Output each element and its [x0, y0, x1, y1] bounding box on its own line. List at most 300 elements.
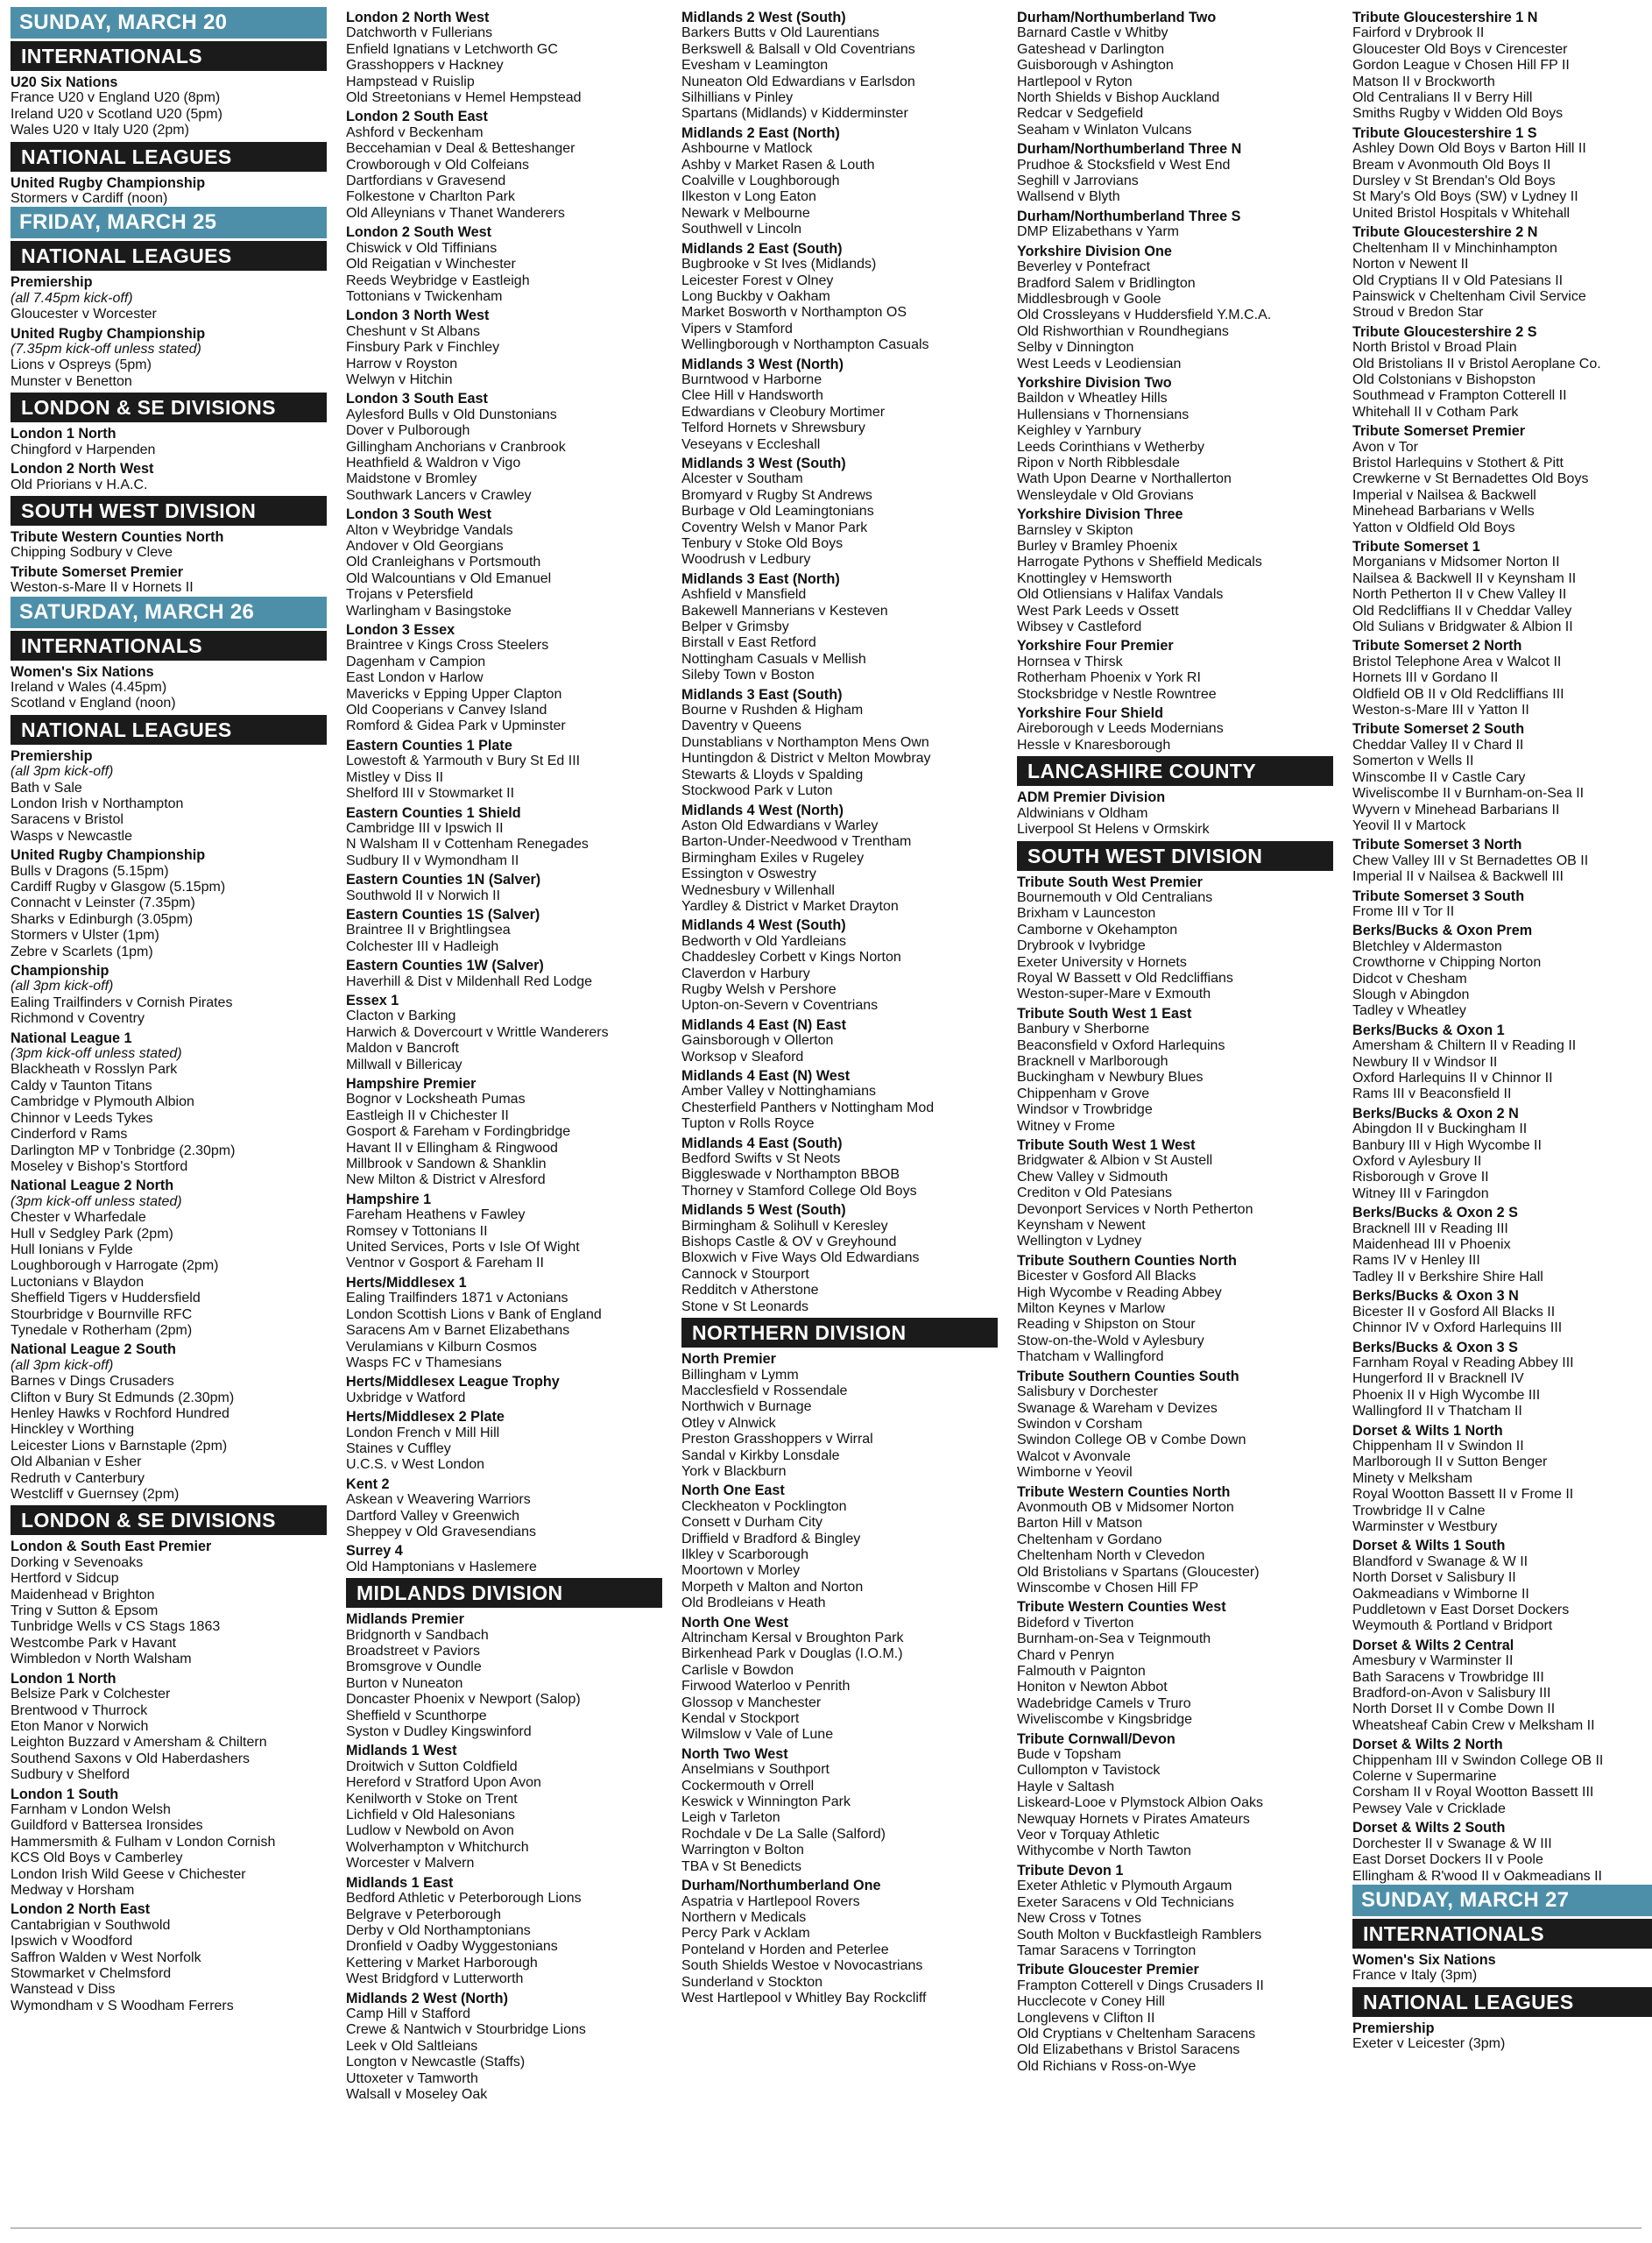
fixture: Lions v Ospreys (5pm) [11, 357, 152, 373]
fixture: Oldfield OB II v Old Redcliffians III [1352, 686, 1564, 702]
fixture: Imperial II v Nailsea & Backwell III [1352, 869, 1564, 885]
fixture: Bath Saracens v Trowbridge III [1352, 1669, 1544, 1685]
fixture: Old Crossleyans v Huddersfield Y.M.C.A. [1017, 308, 1272, 323]
fixture: North Petherton II v Chew Valley II [1352, 587, 1567, 603]
fixture: Banbury v Sherborne [1017, 1022, 1150, 1037]
date-heading: SATURDAY, MARCH 26 [11, 597, 327, 628]
fixture: Birstall v East Retford [681, 635, 816, 651]
fixture: Chingford v Harpenden [11, 442, 156, 457]
fixture: Old Cooperians v Canvey Island [346, 703, 547, 718]
fixture: Bletchley v Aldermaston [1352, 938, 1502, 954]
fixture: Crowthorne v Chipping Norton [1352, 955, 1542, 971]
fixture: Nailsea & Backwell II v Keynsham II [1352, 570, 1577, 586]
fixture: Bradford Salem v Bridlington [1017, 275, 1196, 291]
fixture: West Hartlepool v Whitley Bay Rockcliff [681, 1990, 927, 2006]
fixture: Leighton Buzzard v Amersham & Chiltern [11, 1735, 267, 1751]
fixture: Keynsham v Newent [1017, 1218, 1146, 1234]
fixture: Brentwood v Thurrock [11, 1702, 148, 1718]
fixture: Enfield Ignatians v Letchworth GC [346, 41, 558, 57]
fixture: Whitehall II v Cotham Park [1352, 404, 1519, 420]
fixture: Reading v Shipston on Stour [1017, 1317, 1196, 1333]
fixture: Stone v St Leonards [681, 1298, 808, 1314]
fixture: Derby v Old Northamptonians [346, 1922, 531, 1938]
fixture: Wanstead v Diss [11, 1982, 116, 1998]
fixture: Maidenhead III v Phoenix [1352, 1237, 1511, 1253]
fixture: Spartans (Midlands) v Kidderminster [681, 106, 908, 122]
fixture: Corsham II v Royal Wootton Bassett III [1352, 1785, 1594, 1801]
fixture: Belgrave v Peterborough [346, 1907, 501, 1922]
fixture: Crewkerne v St Bernadettes Old Boys [1352, 471, 1589, 487]
league-title: U20 Six Nations [11, 74, 118, 90]
fixture: Southmead v Frampton Cotterell II [1352, 388, 1567, 404]
fixture: Beccehamian v Deal & Betteshanger [346, 141, 575, 157]
fixture: Ripon v North Ribblesdale [1017, 455, 1180, 471]
fixture: Saracens Am v Barnet Elizabethans [346, 1323, 570, 1339]
fixture: Royal Wootton Bassett II v Frome II [1352, 1487, 1574, 1503]
fixture: Leek v Old Saltleians [346, 2038, 478, 2054]
fixture: Wymondham v S Woodham Ferrers [11, 1998, 234, 2013]
league-title: National League 2 South [11, 1341, 176, 1358]
fixture: Firwood Waterloo v Penrith [681, 1679, 851, 1695]
fixture: Chippenham v Grove [1017, 1086, 1150, 1101]
league-title: Tribute South West 1 West [1017, 1137, 1196, 1153]
fixture: N Walsham II v Cottenham Renegades [346, 837, 589, 853]
fixture: East Dorset Dockers II v Poole [1352, 1852, 1543, 1868]
fixture: Syston v Dudley Kingswinford [346, 1724, 532, 1740]
fixture: Stroud v Bredon Star [1352, 305, 1484, 321]
league-title: Tribute Western Counties North [1017, 1483, 1231, 1500]
fixture: Bradford-on-Avon v Salisbury III [1352, 1686, 1551, 1702]
fixture: Sharks v Edinburgh (3.05pm) [11, 911, 194, 927]
fixture: Vipers v Stamford [681, 321, 793, 336]
fixture: Fairford v Drybrook II [1352, 25, 1485, 41]
league-title: Midlands 4 West (South) [681, 917, 846, 934]
fixture: Telford Hornets v Shrewsbury [681, 421, 865, 436]
fixture: Mavericks v Epping Upper Clapton [346, 686, 562, 702]
fixture: Loughborough v Harrogate (2pm) [11, 1258, 219, 1274]
fixture: Stewarts & Lloyds v Spalding [681, 767, 864, 782]
fixture: TBA v St Benedicts [681, 1858, 801, 1874]
fixture: Staines v Cuffley [346, 1440, 451, 1456]
fixture: Stowmarket v Chelmsford [11, 1966, 172, 1981]
fixture: Baildon v Wheatley Hills [1017, 391, 1168, 407]
fixture: Bournemouth v Old Centralians [1017, 889, 1213, 905]
fixture: Brixham v Launceston [1017, 906, 1156, 922]
league-title: Durham/Northumberland One [681, 1878, 881, 1894]
fixture: Wimborne v Yeovil [1017, 1465, 1133, 1481]
league-title: North One East [681, 1482, 785, 1499]
fixture: Wellingborough v Northampton Casuals [681, 337, 929, 353]
league-title: Midlands Premier [346, 1611, 464, 1628]
fixture: Devonport Services v North Petherton [1017, 1201, 1253, 1217]
fixture: Old Otliensians v Halifax Vandals [1017, 587, 1224, 603]
fixture: Cinderford v Rams [11, 1127, 128, 1143]
league-title: Midlands 2 East (South) [681, 240, 843, 257]
fixture: Keswick v Winnington Park [681, 1794, 851, 1810]
fixture: Barkers Butts v Old Laurentians [681, 25, 879, 41]
league-title: Berks/Bucks & Oxon 3 N [1352, 1288, 1519, 1305]
fixture: Oxford Harlequins II v Chinnor II [1352, 1071, 1553, 1086]
fixture: Hullensians v Thornensians [1017, 407, 1190, 422]
league-title: Midlands 5 West (South) [681, 1202, 846, 1219]
fixture: Doncaster Phoenix v Newport (Salop) [346, 1692, 581, 1708]
date-heading: FRIDAY, MARCH 25 [11, 207, 327, 238]
fixture: Newark v Melbourne [681, 205, 810, 221]
fixture: Weston-s-Mare II v Hornets II [11, 580, 194, 596]
fixture: Chippenham II v Swindon II [1352, 1438, 1524, 1454]
kickoff-note: (all 3pm kick-off) [11, 764, 114, 780]
league-title: Tribute Somerset Premier [11, 563, 184, 580]
league-title: Tribute Cornwall/Devon [1017, 1730, 1175, 1747]
fixture: Kettering v Market Harborough [346, 1955, 538, 1971]
league-title: Women's Six Nations [1352, 1951, 1496, 1968]
fixture: Redruth v Canterbury [11, 1470, 145, 1486]
fixture: Tamar Saracens v Torrington [1017, 1942, 1197, 1958]
fixture: Henley Hawks v Rochford Hundred [11, 1406, 229, 1421]
league-title: North Premier [681, 1351, 776, 1368]
division-heading: INTERNATIONALS [11, 631, 327, 661]
fixture: Somerton v Wells II [1352, 754, 1474, 769]
league-title: Tribute South West 1 East [1017, 1005, 1192, 1022]
fixture: Dursley v St Brendan's Old Boys [1352, 173, 1556, 189]
league-title: Women's Six Nations [11, 663, 154, 680]
division-heading: NATIONAL LEAGUES [1352, 1987, 1652, 2017]
fixture: Cardiff Rugby v Glasgow (5.15pm) [11, 880, 226, 895]
fixture: Andover v Old Georgians [346, 539, 504, 554]
fixture: Harrogate Pythons v Sheffield Medicals [1017, 555, 1262, 570]
fixture: Aspatria v Hartlepool Rovers [681, 1893, 860, 1909]
league-title: Dorset & Wilts 2 North [1352, 1737, 1503, 1753]
league-title: Durham/Northumberland Three S [1017, 208, 1241, 224]
fixture: Withycombe v North Tawton [1017, 1843, 1191, 1859]
fixture: Thatcham v Wallingford [1017, 1349, 1164, 1365]
league-title: London 2 South West [346, 224, 492, 241]
fixture: Newbury II v Windsor II [1352, 1054, 1498, 1070]
league-title: North One West [681, 1614, 789, 1631]
fixture: Bedworth v Old Yardleians [681, 933, 846, 949]
fixture: Bideford v Tiverton [1017, 1615, 1134, 1631]
fixture: Northern v Medicals [681, 1909, 807, 1925]
fixture: Exeter v Leicester (3pm) [1352, 2036, 1506, 2052]
fixture: Chipping Sodbury v Cleve [11, 545, 173, 561]
fixture: Glossop v Manchester [681, 1695, 822, 1710]
fixture: Cambridge v Plymouth Albion [11, 1094, 194, 1110]
fixture: London Irish v Northampton [11, 796, 184, 811]
fixture: Tynedale v Rotherham (2pm) [11, 1322, 193, 1338]
league-title: Midlands 3 West (North) [681, 356, 844, 372]
fixture: Driffield v Bradford & Bingley [681, 1531, 861, 1546]
fixture: Hornsea v Thirsk [1017, 654, 1123, 669]
fixture: Bromsgrove v Oundle [346, 1659, 482, 1675]
league-title: Midlands 4 West (North) [681, 802, 844, 818]
fixture: Cantabrigian v Southwold [11, 1917, 171, 1933]
fixture: Birkenhead Park v Douglas (I.O.M.) [681, 1646, 903, 1662]
fixture: Keighley v Yarnbury [1017, 423, 1141, 439]
league-title: Berks/Bucks & Oxon Prem [1352, 923, 1533, 939]
fixture: Wyvern v Minehead Barbarians II [1352, 802, 1560, 817]
fixture: Longlevens v Clifton II [1017, 2010, 1155, 2026]
league-title: London 3 South East [346, 391, 488, 407]
fixture: Rams III v Beaconsfield II [1352, 1086, 1512, 1102]
fixture: Chaddesley Corbett v Kings Norton [681, 950, 901, 966]
fixture: Colerne v Supermarine [1352, 1769, 1497, 1785]
fixture: Cockermouth v Orrell [681, 1778, 815, 1794]
fixture: Luctonians v Blaydon [11, 1274, 145, 1290]
fixture: Old Colstonians v Bishopston [1352, 371, 1536, 387]
fixture: Caldy v Taunton Titans [11, 1078, 152, 1093]
league-title: Tribute Somerset 2 North [1352, 638, 1522, 655]
fixture: Barton-Under-Needwood v Trentham [681, 834, 912, 850]
fixture: Anselmians v Southport [681, 1762, 830, 1778]
kickoff-note: (all 7.45pm kick-off) [11, 290, 133, 306]
fixtures-column-1 [11, 7, 327, 2014]
fixture: Ipswich v Woodford [11, 1934, 133, 1949]
fixture: Essington v Oswestry [681, 867, 816, 882]
fixture: Bicester II v Gosford All Blacks II [1352, 1304, 1556, 1320]
fixture: Bude v Topsham [1017, 1747, 1121, 1763]
fixture: Weymouth & Portland v Bridport [1352, 1618, 1553, 1634]
division-heading: NATIONAL LEAGUES [11, 715, 327, 745]
fixture: Veor v Torquay Athletic [1017, 1828, 1160, 1843]
fixture: Old Rishworthian v Roundhegians [1017, 323, 1229, 339]
fixture: Bridgwater & Albion v St Austell [1017, 1153, 1213, 1169]
league-title: Eastern Counties 1N (Salver) [346, 872, 541, 888]
fixture: Mistley v Diss II [346, 769, 444, 785]
fixture: Droitwich v Sutton Coldfield [346, 1758, 518, 1774]
fixture: Gloucester v Worcester [11, 307, 157, 322]
fixture: Dorchester II v Swanage & W III [1352, 1836, 1552, 1851]
fixture: New Cross v Totnes [1017, 1911, 1141, 1927]
fixture: Witney III v Faringdon [1352, 1185, 1489, 1201]
fixture: Old Cryptians II v Old Patesians II [1352, 272, 1564, 288]
fixture: Old Redcliffians II v Cheddar Valley [1352, 603, 1572, 619]
fixture: Burley v Bramley Phoenix [1017, 539, 1178, 554]
fixture: Old Cranleighans v Portsmouth [346, 555, 541, 570]
fixture: Cheltenham v Gordano [1017, 1532, 1162, 1547]
fixture: Eastleigh II v Chichester II [346, 1107, 509, 1123]
league-title: London 1 South [11, 1786, 119, 1802]
fixture: Morpeth v Malton and Norton [681, 1579, 864, 1595]
league-title: Tribute Gloucestershire 2 N [1352, 224, 1538, 241]
league-title: Herts/Middlesex League Trophy [346, 1374, 560, 1390]
fixture: Puddletown v East Dorset Dockers [1352, 1603, 1570, 1617]
league-title: Yorkshire Four Premier [1017, 638, 1174, 655]
fixture: Swindon v Corsham [1017, 1416, 1143, 1432]
fixture: Worksop v Sleaford [681, 1049, 804, 1065]
fixture: Askean v Weavering Warriors [346, 1492, 531, 1508]
fixture: Aston Old Edwardians v Warley [681, 817, 879, 833]
division-heading: LONDON & SE DIVISIONS [11, 393, 327, 422]
fixture: Hampstead v Ruislip [346, 74, 475, 89]
fixture: London French v Mill Hill [346, 1425, 500, 1440]
league-title: United Rugby Championship [11, 847, 206, 864]
fixture: France U20 v England U20 (8pm) [11, 90, 221, 106]
fixture: Millwall v Billericay [346, 1057, 462, 1072]
fixture: London Scottish Lions v Bank of England [346, 1306, 602, 1322]
fixture: Medway v Horsham [11, 1882, 135, 1898]
fixture: Ireland v Wales (4.45pm) [11, 679, 167, 695]
league-title: London 3 South West [346, 506, 492, 523]
fixture: Moseley v Bishop's Stortford [11, 1158, 188, 1174]
league-title: Dorset & Wilts 1 North [1352, 1422, 1503, 1439]
fixture: Gillingham Anchorians v Cranbrook [346, 439, 566, 455]
league-title: London & South East Premier [11, 1539, 212, 1555]
fixture: Dover v Pulborough [346, 423, 470, 439]
fixture: Wilmslow v Vale of Lune [681, 1727, 834, 1743]
fixture: Weston-s-Mare III v Yatton II [1352, 703, 1529, 718]
fixture: Saffron Walden v West Norfolk [11, 1949, 201, 1965]
fixture: Crowborough v Old Colfeians [346, 157, 529, 173]
fixture: High Wycombe v Reading Abbey [1017, 1284, 1222, 1300]
fixture: Lichfield v Old Halesonians [346, 1808, 515, 1823]
fixture: Redcar v Sedgefield [1017, 106, 1144, 122]
fixture: Gloucester Old Boys v Cirencester [1352, 41, 1568, 57]
fixture: Farnham Royal v Reading Abbey III [1352, 1355, 1574, 1370]
fixture: Billingham v Lymm [681, 1367, 799, 1383]
fixture: London Irish Wild Geese v Chichester [11, 1866, 246, 1882]
fixture: France v Italy (3pm) [1352, 1968, 1478, 1984]
fixture: Bicester v Gosford All Blacks [1017, 1269, 1197, 1284]
league-title: Tribute Somerset 2 South [1352, 721, 1525, 738]
league-title: Premiership [11, 274, 93, 291]
fixture: Maldon v Bancroft [346, 1041, 459, 1057]
fixture: Wallsend v Blyth [1017, 189, 1120, 205]
date-heading: SUNDAY, MARCH 20 [11, 7, 327, 39]
division-heading: NORTHERN DIVISION [681, 1318, 998, 1348]
league-title: Yorkshire Division Two [1017, 374, 1172, 391]
league-title: Premiership [1352, 2020, 1435, 2036]
fixture: Westcombe Park v Havant [11, 1635, 177, 1651]
league-title: Tribute Gloucestershire 2 S [1352, 323, 1537, 340]
fixture: Wales U20 v Italy U20 (2pm) [11, 123, 189, 138]
fixture: Coventry Welsh v Manor Park [681, 520, 868, 535]
fixture: Chippenham III v Swindon College OB II [1352, 1752, 1604, 1768]
fixture: Warminster v Westbury [1352, 1518, 1498, 1534]
fixture: Wath Upon Dearne v Northallerton [1017, 471, 1232, 487]
fixture: Trojans v Petersfield [346, 587, 474, 603]
fixture: Wallingford II v Thatcham II [1352, 1404, 1522, 1419]
league-title: Midlands 1 West [346, 1743, 457, 1759]
fixtures-column-2 [346, 7, 662, 2103]
league-title: United Rugby Championship [11, 174, 206, 191]
fixture: Old Bristolians v Spartans (Gloucester) [1017, 1564, 1260, 1580]
league-title: Eastern Counties 1S (Salver) [346, 906, 540, 923]
fixture: Blackheath v Rosslyn Park [11, 1062, 178, 1078]
fixture: Hull Ionians v Fylde [11, 1242, 133, 1257]
league-title: Dorset & Wilts 2 Central [1352, 1637, 1514, 1653]
fixture: Liskeard-Looe v Plymstock Albion Oaks [1017, 1795, 1264, 1811]
fixture: Nottingham Casuals v Mellish [681, 651, 866, 667]
fixture: Sheffield v Scunthorpe [346, 1708, 487, 1723]
kickoff-note: (3pm kick-off unless stated) [11, 1193, 182, 1209]
fixture: Hucclecote v Coney Hill [1017, 1994, 1165, 2010]
fixture: Cheltenham II v Minchinhampton [1352, 240, 1557, 256]
fixture: Leigh v Tarleton [681, 1810, 780, 1826]
league-title: Tribute Gloucester Premier [1017, 1962, 1199, 1978]
fixture: North Dorset v Salisbury II [1352, 1570, 1516, 1586]
league-title: London 2 South East [346, 109, 488, 125]
fixture: Stormers v Cardiff (noon) [11, 191, 168, 207]
fixture: Richmond v Coventry [11, 1011, 145, 1027]
fixture: Imperial v Nailsea & Backwell [1352, 487, 1536, 503]
date-heading: SUNDAY, MARCH 27 [1352, 1885, 1652, 1916]
division-heading: LANCASHIRE COUNTY [1017, 756, 1333, 786]
fixture: Swindon College OB v Combe Down [1017, 1433, 1246, 1448]
fixture: Hammersmith & Fulham v London Cornish [11, 1834, 276, 1850]
league-title: Tribute Southern Counties North [1017, 1252, 1237, 1269]
fixture: New Milton & District v Alresford [346, 1172, 546, 1188]
fixture: Bromyard v Rugby St Andrews [681, 487, 872, 503]
division-heading: SOUTH WEST DIVISION [11, 496, 327, 526]
fixture: Shelford III v Stowmarket II [346, 786, 515, 802]
fixture: Romford & Gidea Park v Upminster [346, 718, 566, 734]
fixture: Smiths Rugby v Widden Old Boys [1352, 106, 1564, 122]
fixture: North Bristol v Broad Plain [1352, 340, 1517, 356]
fixture: Wheatsheaf Cabin Crew v Melksham II [1352, 1717, 1595, 1733]
fixture: Sileby Town v Boston [681, 668, 815, 683]
fixture: Gateshead v Darlington [1017, 41, 1165, 57]
fixtures-column-4 [1017, 7, 1333, 2075]
fixture: Old Richians v Ross-on-Wye [1017, 2058, 1197, 2074]
fixture: Camborne v Okehampton [1017, 922, 1178, 938]
fixture: Burnham-on-Sea v Teignmouth [1017, 1631, 1211, 1647]
fixture: Guisborough v Ashington [1017, 58, 1174, 74]
fixture: Wellington v Lydney [1017, 1234, 1142, 1249]
fixture: Winscombe v Chosen Hill FP [1017, 1580, 1199, 1596]
league-title: Durham/Northumberland Three N [1017, 141, 1242, 158]
fixture: Long Buckby v Oakham [681, 288, 830, 304]
league-title: Championship [11, 963, 109, 980]
fixture: Chinnor v Leeds Tykes [11, 1110, 153, 1126]
fixture: Slough v Abingdon [1352, 987, 1470, 1002]
fixture: Heathfield & Waldron v Vigo [346, 455, 521, 471]
fixture: Bristol Telephone Area v Walcot II [1352, 654, 1562, 669]
fixture: Ashfield v Mansfield [681, 587, 807, 603]
fixture: DMP Elizabethans v Yarm [1017, 224, 1179, 240]
fixture: St Mary's Old Boys (SW) v Lydney II [1352, 189, 1578, 205]
fixture: Marlborough II v Sutton Benger [1352, 1454, 1548, 1470]
fixture: Maidstone v Bromley [346, 471, 477, 487]
fixture: North Dorset II v Combe Down II [1352, 1702, 1556, 1717]
fixture: West Leeds v Leodiensian [1017, 356, 1182, 371]
league-title: United Rugby Championship [11, 325, 206, 342]
bottom-rule [11, 2227, 1641, 2229]
fixture: Wiveliscombe II v Burnham-on-Sea II [1352, 786, 1585, 802]
fixture: Yeovil II v Martock [1352, 817, 1466, 833]
fixture: Broadstreet v Paviors [346, 1644, 480, 1659]
fixture: Exeter University v Hornets [1017, 954, 1187, 970]
fixture: Southend Saxons v Old Haberdashers [11, 1751, 251, 1766]
fixture: Wiveliscombe v Kingsbridge [1017, 1712, 1193, 1728]
fixture: Winscombe II v Castle Cary [1352, 769, 1526, 785]
fixture: Swanage & Wareham v Devizes [1017, 1400, 1218, 1416]
fixture: Aldwinians v Oldham [1017, 805, 1148, 821]
fixture: Hungerford II v Bracknell IV [1352, 1371, 1524, 1387]
league-title: Herts/Middlesex 1 [346, 1274, 467, 1291]
league-title: National League 2 North [11, 1178, 174, 1194]
fixture: Redditch v Atherstone [681, 1283, 819, 1298]
league-title: Tribute Gloucestershire 1 S [1352, 124, 1537, 141]
league-title: London 2 North West [346, 10, 490, 25]
league-title: Dorset & Wilts 2 South [1352, 1820, 1506, 1836]
fixture: Avon v Tor [1352, 439, 1419, 455]
fixture: Witney v Frome [1017, 1118, 1116, 1134]
fixture: Bognor v Locksheath Pumas [346, 1092, 526, 1107]
league-title: London 3 Essex [346, 622, 455, 639]
fixture: Farnham v London Welsh [11, 1801, 171, 1817]
fixture: Walsall v Moseley Oak [346, 2086, 488, 2102]
league-title: Midlands 3 East (North) [681, 570, 840, 587]
